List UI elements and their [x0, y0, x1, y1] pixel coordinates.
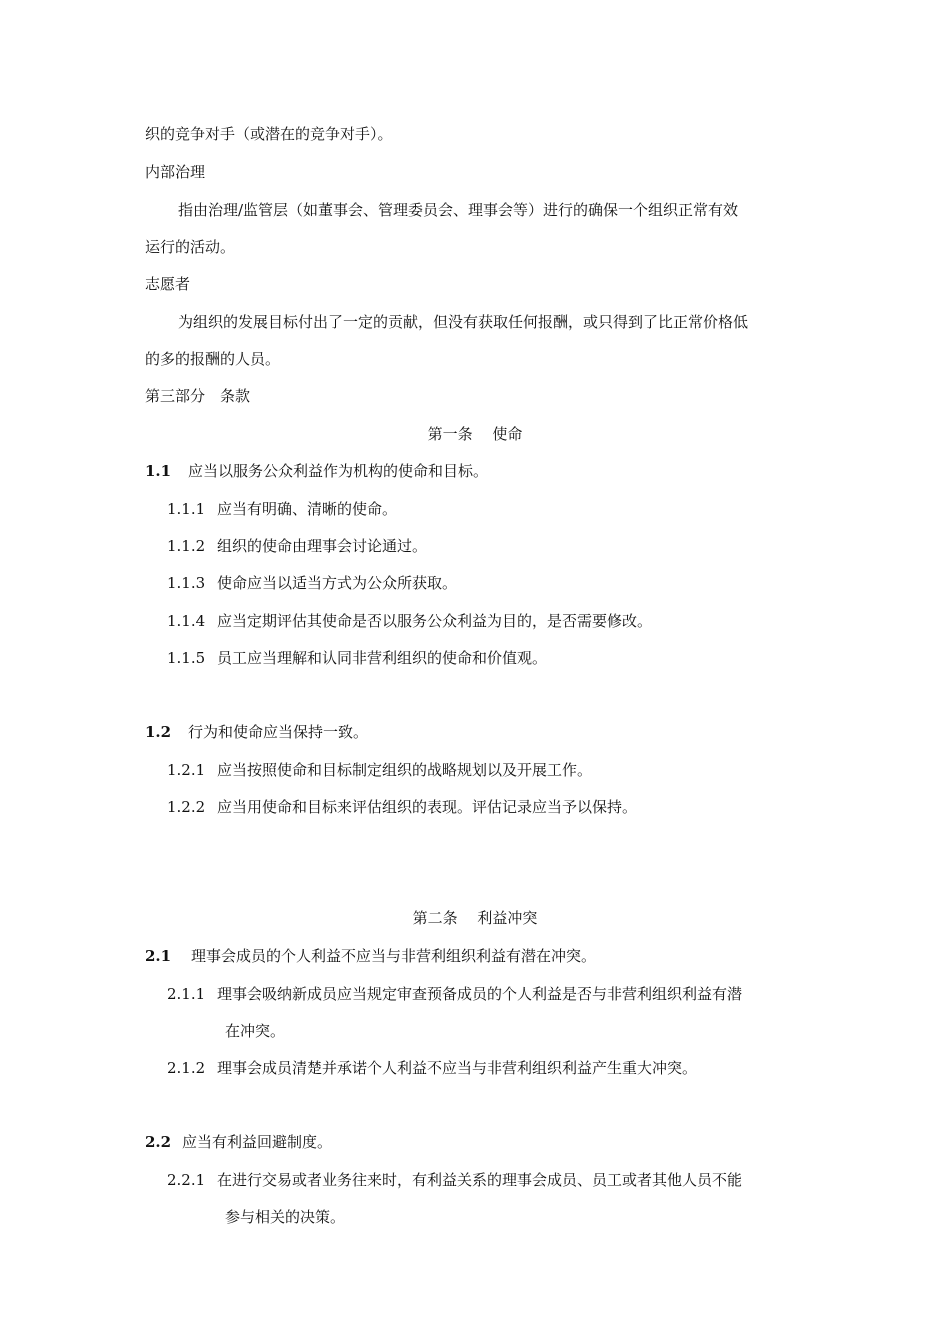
- clause: [167, 1170, 742, 1190]
- clause-text: 使命应当以适当方式为公众所获取。: [217, 574, 458, 592]
- term-definition: 为组织的发展目标付出了一定的贡献，但没有获取任何报酬，或只得到了比正常价格低: [178, 313, 749, 331]
- term-heading: 志愿者: [145, 275, 191, 293]
- clause-number: 1.1.4: [167, 612, 206, 630]
- clause-text: 组织的使命由理事会讨论通过。: [217, 537, 428, 555]
- clause: [167, 573, 457, 593]
- section: [145, 722, 368, 742]
- clause: [167, 797, 637, 817]
- clause-text: 应当有明确、清晰的使命。: [217, 500, 398, 518]
- clause-number: 2.2.1: [167, 1171, 206, 1189]
- clause-number: 1.2.2: [167, 798, 206, 816]
- section-text: 理事会成员的个人利益不应当与非营利组织利益有潜在冲突。: [191, 947, 597, 965]
- section-text: 应当以服务公众利益作为机构的使命和目标。: [188, 462, 489, 480]
- clause-number: 1.1.5: [167, 649, 206, 667]
- clause-continuation: 在冲突。: [225, 1022, 286, 1040]
- clause: [167, 536, 427, 556]
- clause-continuation: 参与相关的决策。: [225, 1208, 346, 1226]
- term-definition: 指由治理/监管层（如董事会、管理委员会、理事会等）进行的确保一个组织正常有效: [178, 201, 739, 219]
- clause: [167, 1058, 697, 1078]
- term-definition: 的多的报酬的人员。: [145, 350, 281, 368]
- section: [145, 946, 596, 966]
- clause-number: 1.1.3: [167, 574, 206, 592]
- clause-text: 应当按照使命和目标制定组织的战略规划以及开展工作。: [217, 761, 593, 779]
- part-title: 第三部分 条款: [145, 387, 251, 405]
- clause-number: 2.1.2: [167, 1059, 206, 1077]
- section-number: 2.2: [145, 1133, 172, 1151]
- clause-text: 在进行交易或者业务往来时，有利益关系的理事会成员、员工或者其他人员不能: [217, 1171, 743, 1189]
- section-text: 行为和使命应当保持一致。: [188, 723, 369, 741]
- section-text: 应当有利益回避制度。: [182, 1133, 333, 1151]
- section: [145, 1132, 332, 1152]
- clause: [167, 648, 547, 668]
- section-number: 1.1: [145, 462, 172, 480]
- clause-text: 理事会吸纳新成员应当规定审查预备成员的个人利益是否与非营利组织利益有潜: [217, 985, 743, 1003]
- clause-text: 理事会成员清楚并承诺个人利益不应当与非营利组织利益产生重大冲突。: [217, 1059, 698, 1077]
- clause-number: 1.1.1: [167, 500, 206, 518]
- clause-text: 员工应当理解和认同非营利组织的使命和价值观。: [217, 649, 548, 667]
- clause-text: 应当用使命和目标来评估组织的表现。评估记录应当予以保持。: [217, 798, 638, 816]
- term-definition: 运行的活动。: [145, 238, 236, 256]
- term-heading: 内部治理: [145, 163, 206, 181]
- clause-text: 应当定期评估其使命是否以服务公众利益为目的，是否需要修改。: [217, 612, 653, 630]
- clause: [167, 499, 397, 519]
- article-title: 第二条 利益冲突: [412, 909, 538, 927]
- clause: [167, 760, 592, 780]
- section: [145, 461, 488, 481]
- section-number: 2.1: [145, 947, 172, 965]
- clause: [167, 984, 742, 1004]
- continuation-paragraph: 织的竞争对手（或潜在的竞争对手）。: [145, 125, 393, 143]
- article-title: 第一条 使命: [427, 425, 523, 443]
- clause-number: 2.1.1: [167, 985, 206, 1003]
- clause-number: 1.1.2: [167, 537, 206, 555]
- section-number: 1.2: [145, 723, 172, 741]
- clause-number: 1.2.1: [167, 761, 206, 779]
- clause: [167, 611, 652, 631]
